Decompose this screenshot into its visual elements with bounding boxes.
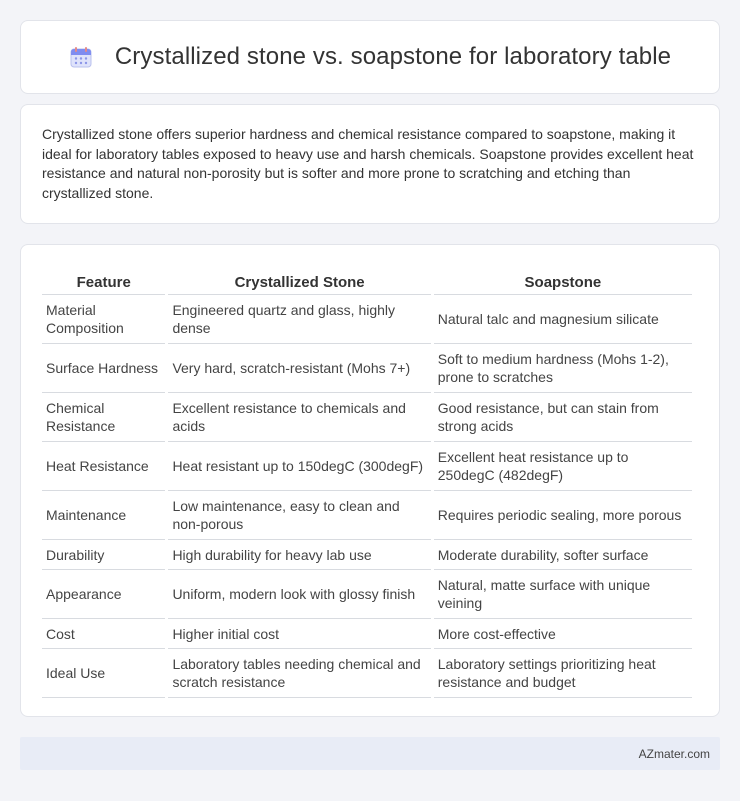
feature-cell: Surface Hardness [42, 344, 165, 393]
table-row [42, 344, 692, 393]
header-feature: Feature [42, 265, 165, 295]
table-row [42, 491, 692, 540]
feature-cell: Chemical Resistance [42, 393, 165, 442]
feature-cell: Material Composition [42, 295, 165, 344]
footer-source: AZmater.com [638, 746, 710, 761]
table-row [42, 393, 692, 442]
crystallized-cell: Heat resistant up to 150degC (300degF) [168, 442, 430, 491]
feature-cell: Cost [42, 619, 165, 649]
crystallized-cell: Excellent resistance to chemicals and acids [168, 393, 430, 442]
soapstone-cell: Requires periodic sealing, more porous [434, 491, 692, 540]
soapstone-cell: Natural talc and magnesium silicate [434, 295, 692, 344]
crystallized-cell: High durability for heavy lab use [168, 540, 430, 570]
table-row [42, 442, 692, 491]
calendar-icon [69, 45, 93, 69]
crystallized-cell: Low maintenance, easy to clean and non-porous [168, 491, 430, 540]
intro-text: Crystallized stone offers superior hardness and chemical resistance compared to soapstone, making it ideal for laboratory tables exposed to heavy use and harsh chemicals. Soapstone provides excellent heat resistance and natural non-porosity but is softer and more prone to scratching and etching than crystallized stone. [42, 126, 694, 201]
comparison-table-card [20, 244, 720, 717]
soapstone-cell: Natural, matte surface with unique veining [434, 570, 692, 619]
soapstone-cell: Soft to medium hardness (Mohs 1-2), prone to scratches [434, 344, 692, 393]
table-header-row [42, 265, 692, 295]
table-row [42, 295, 692, 344]
feature-cell: Appearance [42, 570, 165, 619]
table-row [42, 570, 692, 619]
feature-cell: Durability [42, 540, 165, 570]
table-row [42, 649, 692, 698]
soapstone-cell: Moderate durability, softer surface [434, 540, 692, 570]
footer [20, 737, 720, 770]
crystallized-cell: Uniform, modern look with glossy finish [168, 570, 430, 619]
crystallized-cell: Laboratory tables needing chemical and scratch resistance [168, 649, 430, 698]
soapstone-cell: Excellent heat resistance up to 250degC (482degF) [434, 442, 692, 491]
header-soapstone: Soapstone [434, 265, 692, 295]
intro-card [20, 104, 720, 224]
header-crystallized-stone: Crystallized Stone [168, 265, 430, 295]
table-row [42, 619, 692, 649]
soapstone-cell: More cost-effective [434, 619, 692, 649]
page-title: Crystallized stone vs. soapstone for laboratory table [114, 43, 672, 70]
crystallized-cell: Very hard, scratch-resistant (Mohs 7+) [168, 344, 430, 393]
feature-cell: Maintenance [42, 491, 165, 540]
header-card [20, 20, 720, 94]
table-row [42, 540, 692, 570]
feature-cell: Heat Resistance [42, 442, 165, 491]
soapstone-cell: Good resistance, but can stain from strong acids [434, 393, 692, 442]
soapstone-cell: Laboratory settings prioritizing heat resistance and budget [434, 649, 692, 698]
title-wrap [69, 43, 671, 71]
feature-cell: Ideal Use [42, 649, 165, 698]
crystallized-cell: Engineered quartz and glass, highly dense [168, 295, 430, 344]
comparison-table [39, 265, 695, 698]
crystallized-cell: Higher initial cost [168, 619, 430, 649]
